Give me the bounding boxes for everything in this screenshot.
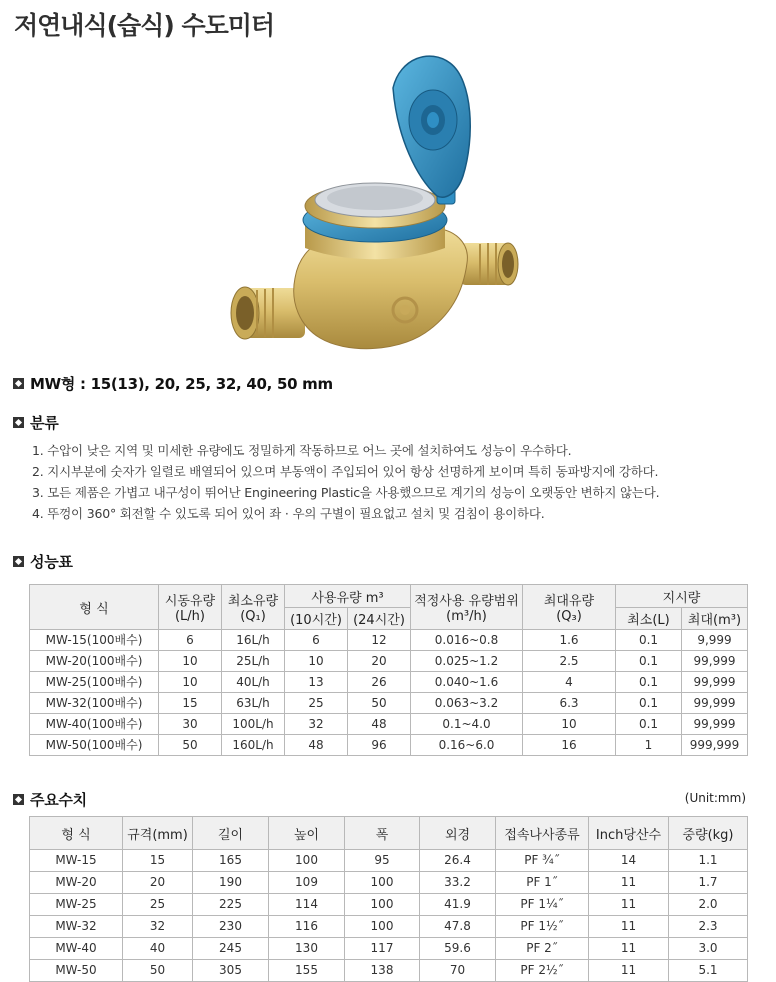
cell: 20 [348, 651, 411, 672]
cell: 4 [523, 672, 616, 693]
cell: 100L/h [222, 714, 285, 735]
cell: 95 [345, 850, 420, 872]
header-model: 형 식 [30, 585, 159, 630]
dimensions-heading [13, 789, 87, 810]
cell: 13 [285, 672, 348, 693]
cell: 130 [269, 938, 345, 960]
cell: 47.8 [420, 916, 496, 938]
performance-table [29, 584, 748, 756]
performance-heading [13, 551, 73, 572]
cell: 0.1 [616, 672, 682, 693]
cell: PF 1¼˝ [496, 894, 589, 916]
table-row [30, 938, 748, 960]
cell: 109 [269, 872, 345, 894]
page-title: 저연내식(습식) 수도미터 [14, 11, 275, 40]
list-item: 2. 지시부분에 숫자가 일렬로 배열되어 있으며 부동액이 주입되어 있어 항상 선명하게 보이며 특히 동파방지에 강하다. [32, 464, 659, 479]
header-start-flow-label: 시동유량 [164, 594, 216, 609]
cell: MW-25 [30, 894, 123, 916]
cell: 10 [159, 672, 222, 693]
cell: 14 [589, 850, 669, 872]
header-usage-24h: (24시간) [348, 608, 411, 630]
header-start-flow [159, 585, 222, 630]
cell: 0.040~1.6 [411, 672, 523, 693]
cell: PF ¾˝ [496, 850, 589, 872]
cell: 2.5 [523, 651, 616, 672]
cell: 50 [348, 693, 411, 714]
cell: 50 [159, 735, 222, 756]
header-range [411, 585, 523, 630]
cell: MW-25(100배수) [30, 672, 159, 693]
header-height: 높이 [269, 817, 345, 850]
table-row [30, 850, 748, 872]
cell: MW-50(100배수) [30, 735, 159, 756]
cell: 1.6 [523, 630, 616, 651]
cell: 25 [123, 894, 193, 916]
cell: 30 [159, 714, 222, 735]
header-weight: 중량(kg) [669, 817, 748, 850]
right-connector [460, 243, 518, 285]
cell: MW-20 [30, 872, 123, 894]
cell: 20 [123, 872, 193, 894]
header-indication: 지시량 [616, 585, 748, 608]
header-max-flow-label: 최대유량 [543, 594, 595, 609]
table-row [30, 714, 748, 735]
cell: 0.063~3.2 [411, 693, 523, 714]
cell: 100 [345, 894, 420, 916]
classification-list [32, 440, 659, 524]
table-row [30, 894, 748, 916]
cell: 245 [193, 938, 269, 960]
table-row [30, 735, 748, 756]
cell: 12 [348, 630, 411, 651]
cell: 6 [159, 630, 222, 651]
header-range-unit: (m³/h) [446, 609, 487, 624]
header-min-flow [222, 585, 285, 630]
list-item: 1. 수압이 낮은 지역 및 미세한 유량에도 정밀하게 작동하므로 어느 곳에 설치하여도 성능이 우수하다. [32, 443, 572, 458]
cell: 0.1 [616, 630, 682, 651]
cell: PF 1½˝ [496, 916, 589, 938]
cell: 155 [269, 960, 345, 982]
header-ind-min: 최소(L) [616, 608, 682, 630]
table-row [30, 872, 748, 894]
cell: 11 [589, 960, 669, 982]
cell: 32 [285, 714, 348, 735]
table-row [30, 630, 748, 651]
cell: MW-15 [30, 850, 123, 872]
section-bullet-icon [13, 378, 24, 389]
cell: 100 [345, 916, 420, 938]
cell: 1.7 [669, 872, 748, 894]
header-threads-per-inch: Inch당산수 [589, 817, 669, 850]
cell: 16 [523, 735, 616, 756]
cell: 116 [269, 916, 345, 938]
header-min-flow-unit: (Q₁) [240, 609, 266, 624]
cell: PF 2˝ [496, 938, 589, 960]
list-item: 3. 모든 제품은 가볍고 내구성이 뛰어난 Engineering Plastic을 사용했으므로 계기의 성능이 오랫동안 변하지 않는다. [32, 485, 660, 500]
table-row [30, 651, 748, 672]
table-row [30, 693, 748, 714]
cell: 5.1 [669, 960, 748, 982]
cell: 0.1 [616, 714, 682, 735]
cell: MW-32(100배수) [30, 693, 159, 714]
cell: 32 [123, 916, 193, 938]
dimensions-table [29, 816, 748, 982]
cell: 2.0 [669, 894, 748, 916]
table-row [30, 960, 748, 982]
cell: PF 2½˝ [496, 960, 589, 982]
cell: 48 [285, 735, 348, 756]
header-size: 규격(mm) [123, 817, 193, 850]
cell: 230 [193, 916, 269, 938]
cell: 225 [193, 894, 269, 916]
cell: 190 [193, 872, 269, 894]
dimensions-heading-text: 주요수치 [30, 791, 87, 809]
cell: 100 [269, 850, 345, 872]
cell: 0.1 [616, 651, 682, 672]
table-row [30, 916, 748, 938]
cell: 165 [193, 850, 269, 872]
cell: 15 [159, 693, 222, 714]
cell: MW-20(100배수) [30, 651, 159, 672]
header-min-flow-label: 최소유량 [227, 594, 279, 609]
cell: 0.1 [616, 693, 682, 714]
table-row [30, 672, 748, 693]
cell: 1 [616, 735, 682, 756]
cell: 99,999 [682, 714, 748, 735]
cell: 11 [589, 894, 669, 916]
header-length: 길이 [193, 817, 269, 850]
cell: 99,999 [682, 693, 748, 714]
cell: 0.016~0.8 [411, 630, 523, 651]
cell: 6 [285, 630, 348, 651]
cell: 117 [345, 938, 420, 960]
cell: 40 [123, 938, 193, 960]
cell: 160L/h [222, 735, 285, 756]
cell: 138 [345, 960, 420, 982]
header-thread-type: 접속나사종류 [496, 817, 589, 850]
header-start-flow-unit: (L/h) [174, 609, 205, 624]
model-heading [13, 373, 333, 394]
cell: 40L/h [222, 672, 285, 693]
model-heading-text: MW형 : 15(13), 20, 25, 32, 40, 50 mm [30, 375, 333, 393]
classification-heading [13, 412, 58, 433]
cell: 305 [193, 960, 269, 982]
cell: 41.9 [420, 894, 496, 916]
classification-heading-text: 분류 [30, 414, 59, 432]
cell: 1.1 [669, 850, 748, 872]
header-usage-flow: 사용유량 m³ [285, 585, 411, 608]
water-meter-photo [205, 48, 535, 363]
cell: 50 [123, 960, 193, 982]
cell: 96 [348, 735, 411, 756]
unit-note: (Unit:mm) [684, 791, 746, 805]
cell: 0.025~1.2 [411, 651, 523, 672]
cell: 0.1~4.0 [411, 714, 523, 735]
section-bullet-icon [13, 417, 24, 428]
cell: PF 1˝ [496, 872, 589, 894]
cell: 11 [589, 938, 669, 960]
cell: 999,999 [682, 735, 748, 756]
cell: 2.3 [669, 916, 748, 938]
cell: MW-40 [30, 938, 123, 960]
cell: 70 [420, 960, 496, 982]
cell: 26 [348, 672, 411, 693]
cell: 15 [123, 850, 193, 872]
cell: 100 [345, 872, 420, 894]
cell: 48 [348, 714, 411, 735]
section-bullet-icon [13, 556, 24, 567]
cell: 25 [285, 693, 348, 714]
cell: 3.0 [669, 938, 748, 960]
cell: 99,999 [682, 651, 748, 672]
header-max-flow [523, 585, 616, 630]
cell: 25L/h [222, 651, 285, 672]
cell: 99,999 [682, 672, 748, 693]
cell: 11 [589, 872, 669, 894]
list-item: 4. 뚜껑이 360° 회전할 수 있도록 되어 있어 좌 · 우의 구별이 필요없고 설치 및 검침이 용이하다. [32, 506, 545, 521]
header-usage-10h: (10시간) [285, 608, 348, 630]
cell: 26.4 [420, 850, 496, 872]
header-outer-diameter: 외경 [420, 817, 496, 850]
cell: 33.2 [420, 872, 496, 894]
section-bullet-icon [13, 794, 24, 805]
cell: 10 [159, 651, 222, 672]
cell: 0.16~6.0 [411, 735, 523, 756]
performance-heading-text: 성능표 [30, 553, 73, 571]
cell: 6.3 [523, 693, 616, 714]
cell: 9,999 [682, 630, 748, 651]
cell: MW-32 [30, 916, 123, 938]
cell: 114 [269, 894, 345, 916]
cell: 63L/h [222, 693, 285, 714]
header-width: 폭 [345, 817, 420, 850]
header-max-flow-unit: (Q₃) [556, 609, 582, 624]
header-ind-max: 최대(m³) [682, 608, 748, 630]
cell: 11 [589, 916, 669, 938]
cell: MW-15(100배수) [30, 630, 159, 651]
cell: 59.6 [420, 938, 496, 960]
header-range-label: 적정사용 유량범위 [414, 594, 519, 609]
cell: MW-50 [30, 960, 123, 982]
cell: 10 [285, 651, 348, 672]
cell: 16L/h [222, 630, 285, 651]
header-model: 형 식 [30, 817, 123, 850]
cell: 10 [523, 714, 616, 735]
meter-lid [393, 56, 470, 197]
cell: MW-40(100배수) [30, 714, 159, 735]
